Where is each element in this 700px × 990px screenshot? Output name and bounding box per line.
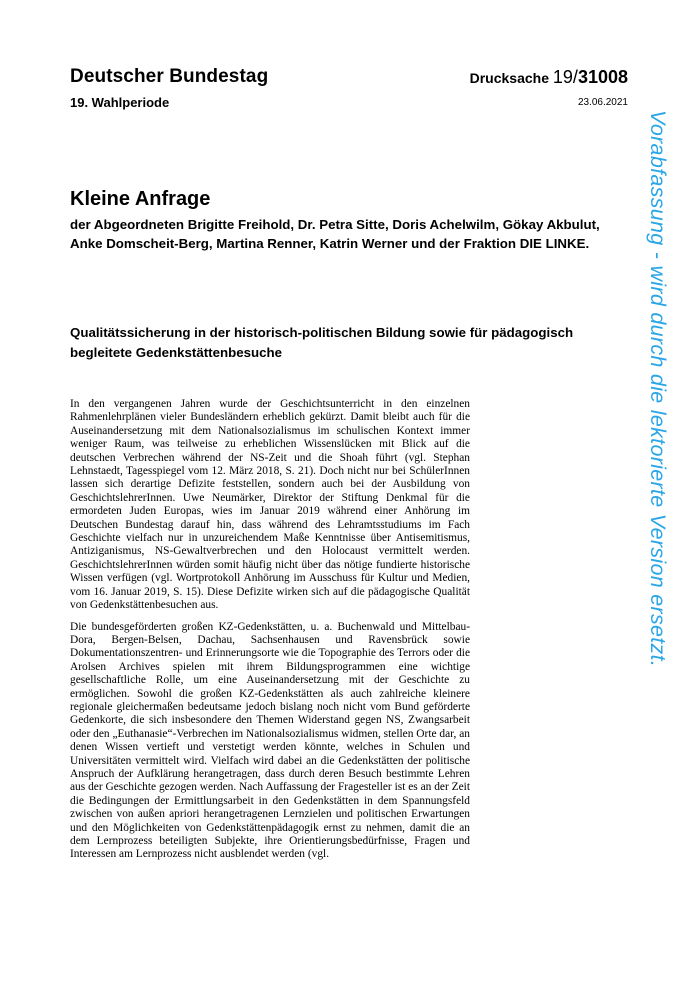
electoral-period: 19. Wahlperiode <box>70 95 170 110</box>
drucksache-number <box>470 67 628 88</box>
draft-watermark: Vorabfassung - wird durch die lektorierte Version ersetzt. <box>646 110 670 668</box>
authors-line: der Abgeordneten Brigitte Freihold, Dr. Petra Sitte, Doris Achelwilm, Gökay Akbulut, Anke Domscheit-Berg, Martina Renner, Katrin Werner und der Fraktion DIE LINKE. <box>70 217 600 251</box>
drucksache-prefix: 19/ <box>552 67 578 87</box>
institution-name: Deutscher Bundestag <box>70 66 269 87</box>
document-date: 23.06.2021 <box>577 97 628 108</box>
body-text <box>70 398 470 870</box>
body-paragraph-1: In den vergangenen Jahren wurde der Geschichtsunterricht in den einzelnen Rahmenlehrplänen vieler Bundesländern erheblich gekürzt. Damit bleibt auch für die Auseinandersetzung mit dem Nationalsozialismus im schulischen Kontext immer weniger Raum, was teilweise zu erheblichen Wissenslücken mit Blick auf die deutschen Verbrechen während der NS-Zeit und die Shoah führt (vgl. Stephan Lehnstaedt, Tagesspiegel vom 12. März 2018, S. 21). Doch nicht nur bei SchülerInnen lassen sich derartige Defizite feststellen, sondern auch bei der Ausbildung von GeschichtslehrerInnen. Uwe Neumärker, Direktor der Stiftung Denkmal für die ermordeten Juden Europas, wies im Januar 2019 während einer Anhörung im Deutschen Bundestag darauf hin, dass während des Lehramtsstudiums im Fach Geschichte vielfach nur in unzureichendem Maße Kenntnisse über Antisemitismus, Antiziganismus, NS-Gewaltverbrechen und den Holocaust vermittelt werden. GeschichtslehrerInnen würden somit häufig nicht über das nötige fundierte historische Wissen verfügen (vgl. Wortprotokoll Anhörung im Ausschuss für Kultur und Medien, vom 16. Januar 2019, S. 15). Diese Defizite wirken sich auf die pädagogische Qualität von Gedenkstättenbesuchen aus. <box>70 398 470 612</box>
document-type-title: Kleine Anfrage <box>70 188 211 210</box>
inquiry-topic: Qualitätssicherung in der historisch-politischen Bildung sowie für pädagogisch begleitete Gedenkstättenbesuche <box>70 325 574 360</box>
drucksache-digits: 31008 <box>577 67 628 87</box>
body-paragraph-2: Die bundesgeförderten großen KZ-Gedenkstätten, u. a. Buchenwald und Mittelbau-Dora, Bergen-Belsen, Dachau, Sachsenhausen und Ravensbrück sowie Dokumentationszentren- und Erinnerungsorte wie die Topographie des Terrors oder die Arolsen Archives spielen mit ihrem Bildungsprogrammen eine wichtige gesellschaftliche Rolle, um eine Auseinandersetzung mit der Geschichte zu ermöglichen. Sowohl die großen KZ-Gedenkstätten als auch zahlreiche kleinere regionale gleichermaßen bedeutsame jedoch bislang noch nicht vom Bund geförderte Gedenkorte, die sich insbesondere den Themen Widerstand gegen NS, Zwangsarbeit oder den „Euthanasie“-Verbrechen im Nationalsozialismus widmen, stellen Orte dar, an denen Wissen vertieft und verstetigt werden könnte, welches in Schulen und Universitäten vermittelt wird. Vielfach wird dabei an die Gedenkstätten der politische Anspruch der Aufklärung herangetragen, dass durch deren Besuch bestimmte Lehren aus der Geschichte gezogen werden. Nach Auffassung der Fragesteller ist es an der Zeit die Bedingungen der Ermittlungsarbeit in den Gedenkstätten in dem Spannungsfeld zwischen von außen apriori herangetragenen Lernzielen und politischen Erwartungen und den Möglichkeiten von Gedenkstättenpädagogik ernst zu nehmen, damit die an dem Lernprozess beteiligten Subjekte, ihre Orientierungsbedürfnisse, Fragen und Interessen am Lernprozess nicht ausblendet werden (vgl. <box>70 620 470 861</box>
drucksache-label: Drucksache <box>469 70 550 86</box>
